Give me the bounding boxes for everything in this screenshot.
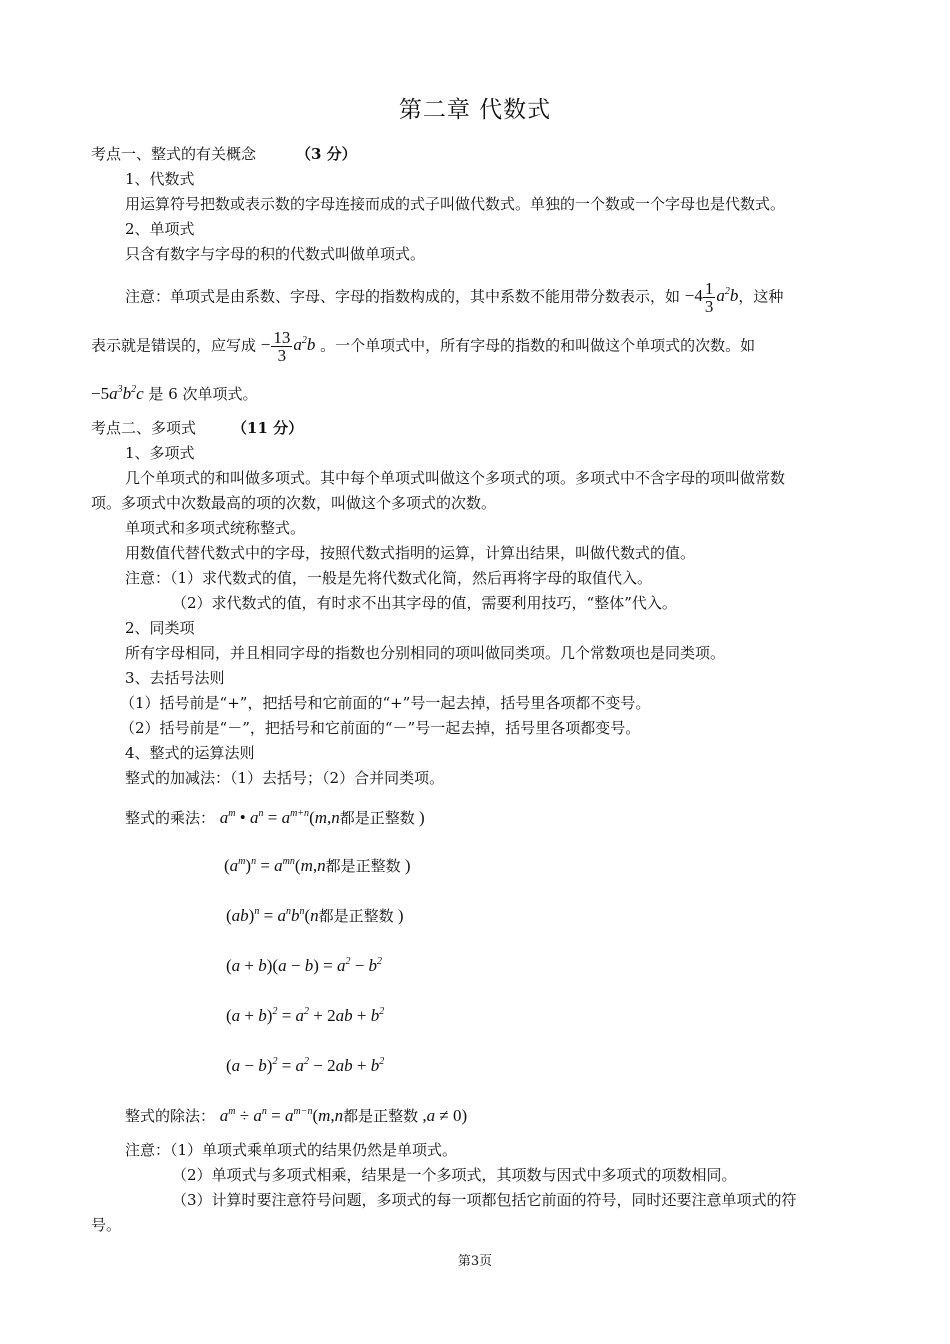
division-label: 整式的除法： [125, 1107, 216, 1125]
section1-score: （3 分） [296, 145, 357, 163]
section2-heading-text: 考点二、多项式 [91, 419, 197, 437]
monomial-note-line1 [125, 280, 783, 315]
math-degree-example: $-5a^3b^2c$ [91, 384, 144, 403]
definition-algebraic-expression: 用运算符号把数或表示数的字母连接而成的式子叫做代数式。单独的一个数或一个字母也是代数式。 [125, 195, 786, 213]
definition-monomial: 只含有数字与字母的积的代数式叫做单项式。 [125, 245, 426, 263]
formula-power-of-product: $(ab)^n = a^nb^n(n$都是正整数 ) [226, 906, 404, 925]
value-note-1: 注意：（1）求代数式的值，一般是先将代数式化简，然后再将字母的取值代入。 [125, 569, 653, 587]
value-note-2: （2）求代数式的值，有时求不出其字母的值，需要利用技巧，“整体”代入。 [172, 594, 677, 612]
note-text-e: 是 6 次单项式。 [148, 385, 258, 403]
section1-heading-text: 考点一、整式的有关概念 [91, 145, 257, 163]
integral-expression: 单项式和多项式统称整式。 [125, 519, 306, 537]
note-text-c: 表示就是错误的，应写成 [91, 336, 257, 355]
cond-mn-3: 都是正整数 [343, 1107, 419, 1125]
addition-rule: 整式的加减法：（1）去括号；（2）合并同类项。 [125, 769, 445, 787]
operation-note-2: （2）单项式与多项式相乘，结果是一个多项式，其项数与因式中多项式的项数相同。 [172, 1166, 737, 1184]
math-mixed-fraction-example: −4 $\frac{1}{3}$ $a^2b$ [684, 279, 739, 316]
expression-value: 用数值代替代数式中的字母，按照代数式指明的运算，计算出结果，叫做代数式的值。 [125, 544, 696, 562]
multiplication-rule [125, 804, 425, 828]
rule-plus: （1）括号前是“+”，把括号和它前面的“+”号一起去掉，括号里各项都不变号。 [120, 694, 651, 712]
definition-like-terms: 所有字母相同，并且相同字母的指数也分别相同的项叫做同类项。几个常数项也是同类项。 [125, 644, 726, 662]
item-polynomial: 1、多项式 [125, 444, 195, 462]
formula-square-of-difference: $(a - b)^2 = a^2 - 2ab + b^2$ [226, 1056, 385, 1075]
note-text-a: 注意：单项式是由系数、字母、字母的指数构成的，其中系数不能用带分数表示，如 [125, 287, 681, 306]
formula-quotient-of-powers: $a^m \div a^n = a^{m-n}(m,n$都是正整数 ,a ≠ 0) [219, 1106, 468, 1125]
definition-polynomial-b: 项。多项式中次数最高的项的次数，叫做这个多项式的次数。 [91, 494, 497, 512]
rule-minus: （2）括号前是“－”，把括号和它前面的“－”号一起去掉，括号里各项都变号。 [120, 719, 641, 737]
cond-n: 都是正整数 [318, 907, 394, 925]
definition-polynomial-a: 几个单项式的和叫做多项式。其中每个单项式叫做这个多项式的项。多项式中不含字母的项叫做常数 [125, 469, 786, 487]
math-improper-fraction-example: − $\frac{13}{3}$ $a^2b$ [260, 328, 316, 365]
item-parentheses-rule: 3、去括号法则 [125, 669, 225, 687]
section2-score: （11 分） [232, 419, 304, 437]
page-title: 第二章 代数式 [398, 97, 552, 123]
formula-product-of-powers: $a^m$ • $a^n = a^{m+n}(m,n$都是正整数 ) [219, 808, 425, 827]
section2-heading [91, 418, 303, 438]
operation-note-1: 注意：（1）单项式乘单项式的结果仍然是单项式。 [125, 1141, 458, 1159]
operation-note-3b: 号。 [91, 1216, 122, 1234]
formula-difference-of-squares: $(a + b)(a - b) = a^2 - b^2$ [226, 956, 383, 975]
monomial-note-line2 [91, 329, 755, 364]
item-like-terms: 2、同类项 [125, 619, 195, 637]
formula-square-of-sum: $(a + b)^2 = a^2 + 2ab + b^2$ [226, 1006, 385, 1025]
note-text-b: ，这种 [738, 287, 784, 306]
formula-power-of-power: $(a^m)^n = a^{mn}(m,n$都是正整数 ) [224, 856, 411, 875]
item-monomial: 2、单项式 [125, 220, 195, 238]
section1-heading [91, 144, 357, 164]
page-number: 第3页 [457, 1254, 493, 1269]
cond-mn-1: 都是正整数 [339, 809, 415, 827]
operation-note-3a: （3）计算时要注意符号问题，多项式的每一项都包括它前面的符号，同时还要注意单项式的符 [172, 1191, 797, 1209]
division-rule [125, 1102, 467, 1126]
monomial-note-line3 [91, 380, 258, 404]
cond-mn-2: 都是正整数 [325, 857, 401, 875]
multiplication-label: 整式的乘法： [125, 809, 216, 827]
item-algebraic-expression: 1、代数式 [125, 170, 195, 188]
note-text-d: 。一个单项式中，所有字母的指数的和叫做这个单项式的次数。如 [320, 336, 756, 355]
item-operation-rules: 4、整式的运算法则 [125, 744, 255, 762]
